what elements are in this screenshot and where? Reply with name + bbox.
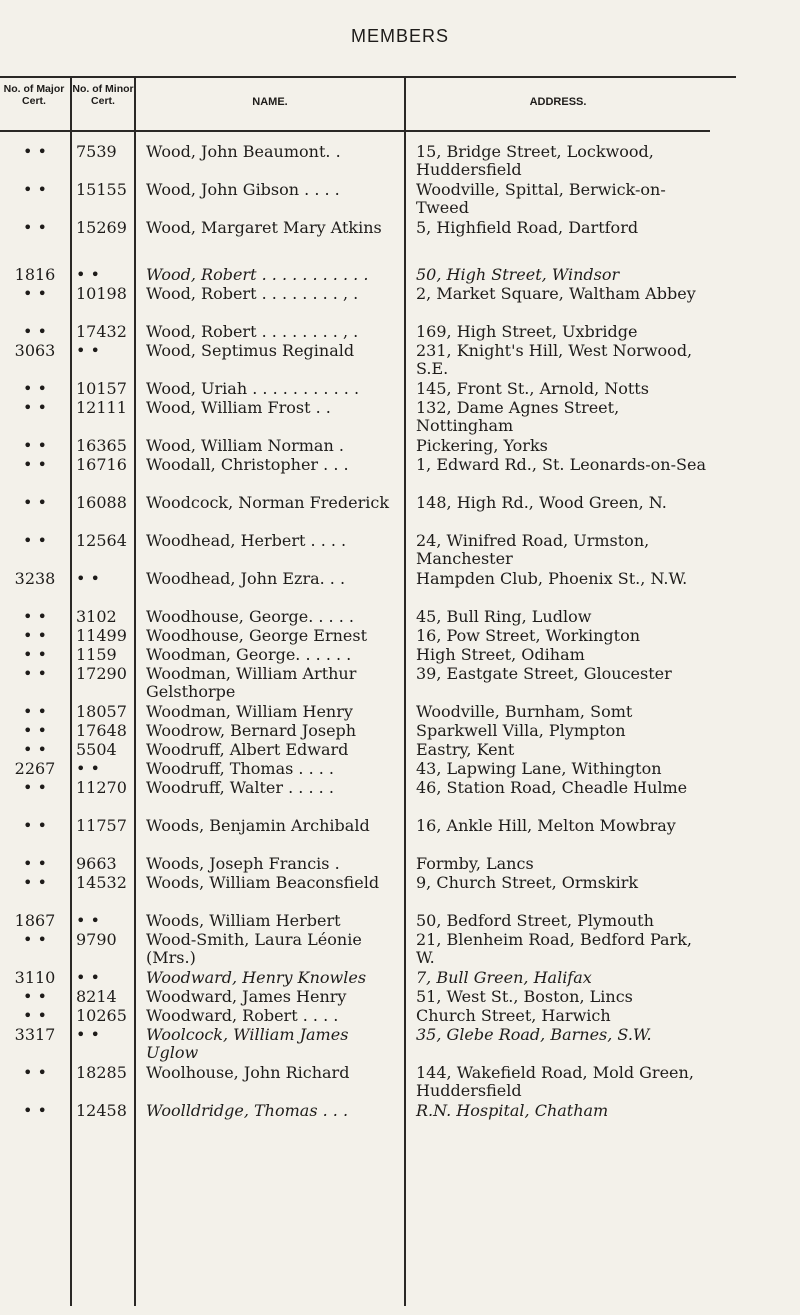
major-cert-cell: • • [23, 180, 47, 199]
member-name-cell: Wood, Robert . . . . . . . . , . [146, 284, 359, 303]
member-name-cell: Woodall, Christopher . . . [146, 455, 349, 474]
member-address-cell: 39, Eastgate Street, Gloucester [416, 664, 672, 683]
member-address-cell: Sparkwell Villa, Plympton [416, 721, 626, 740]
major-cert-cell: • • [23, 778, 47, 797]
major-cert-cell: • • [23, 284, 47, 303]
member-name-cell: Wood, John Beaumont. . [146, 142, 341, 161]
major-cert-cell: • • [23, 1101, 47, 1120]
minor-cert-cell: 18057 [76, 702, 127, 721]
major-cert-cell: • • [23, 607, 47, 626]
member-name-cell: Woolhouse, John Richard [146, 1063, 350, 1082]
major-cert-cell: • • [23, 626, 47, 645]
member-name-cell: Woodhead, Herbert . . . . [146, 531, 347, 550]
minor-cert-cell: 5504 [76, 740, 117, 759]
member-name-cell: Woolcock, William James Uglow [146, 1025, 349, 1062]
minor-cert-cell: • • [76, 968, 100, 987]
member-address-cell: 169, High Street, Uxbridge [416, 322, 638, 341]
member-name-cell: Wood, John Gibson . . . . [146, 180, 340, 199]
member-address-cell: 24, Winifred Road, Urmston, Manchester [416, 531, 650, 568]
member-address-cell: Woodville, Burnham, Somt [416, 702, 633, 721]
minor-cert-cell: 11270 [76, 778, 127, 797]
minor-cert-cell: 11757 [76, 816, 127, 835]
minor-cert-cell: • • [76, 265, 100, 284]
member-address-cell: 51, West St., Boston, Lincs [416, 987, 633, 1006]
minor-cert-cell: 17648 [76, 721, 127, 740]
member-address-cell: 231, Knight's Hill, West Norwood, S.E. [416, 341, 693, 378]
member-address-cell: Eastry, Kent [416, 740, 515, 759]
member-address-cell: 35, Glebe Road, Barnes, S.W. [416, 1025, 652, 1044]
member-address-cell: High Street, Odiham [416, 645, 585, 664]
minor-cert-cell: 12111 [76, 398, 127, 417]
minor-cert-cell: 9790 [76, 930, 117, 949]
member-name-cell: Wood, Robert . . . . . . . . . . . [146, 265, 369, 284]
major-cert-cell: • • [23, 142, 47, 161]
member-name-cell: Woodruff, Albert Edward [146, 740, 349, 759]
member-address-cell: 45, Bull Ring, Ludlow [416, 607, 592, 626]
member-address-cell: 145, Front St., Arnold, Notts [416, 379, 649, 398]
major-cert-cell: 3063 [14, 341, 56, 360]
major-cert-cell: 1816 [14, 265, 56, 284]
minor-cert-cell: 16716 [76, 455, 127, 474]
member-address-cell: 148, High Rd., Wood Green, N. [416, 493, 667, 512]
member-name-cell: Wood, William Frost . . [146, 398, 331, 417]
member-name-cell: Woodman, George. . . . . . [146, 645, 352, 664]
member-name-cell: Woodward, Robert . . . . [146, 1006, 339, 1025]
major-cert-cell: 1867 [14, 911, 56, 930]
major-cert-cell: • • [23, 218, 47, 237]
minor-cert-cell: 15269 [76, 218, 127, 237]
major-cert-cell: • • [23, 987, 47, 1006]
major-cert-cell: 3317 [14, 1025, 56, 1044]
member-address-cell: 1, Edward Rd., St. Leonards-on-Sea [416, 455, 706, 474]
header-name: NAME. [252, 96, 288, 108]
member-address-cell: 16, Pow Street, Workington [416, 626, 641, 645]
major-cert-cell: • • [23, 398, 47, 417]
major-cert-cell: • • [23, 455, 47, 474]
column-divider-minor [134, 76, 136, 1306]
minor-cert-cell: 8214 [76, 987, 117, 1006]
member-address-cell: 16, Ankle Hill, Melton Mowbray [416, 816, 676, 835]
member-name-cell: Woodruff, Thomas . . . . [146, 759, 335, 778]
member-name-cell: Wood, William Norman . [146, 436, 344, 455]
minor-cert-cell: 12458 [76, 1101, 127, 1120]
header-minor-cert: No. of Minor Cert. [72, 83, 134, 107]
member-address-cell: 15, Bridge Street, Lockwood, Huddersfield [416, 142, 654, 179]
member-name-cell: Woods, William Beaconsfield [146, 873, 380, 892]
header-major-cert: No. of Major Cert. [3, 83, 65, 107]
member-address-cell: Church Street, Harwich [416, 1006, 611, 1025]
major-cert-cell: • • [23, 645, 47, 664]
member-address-cell: 144, Wakefield Road, Mold Green, Huddersfield [416, 1063, 694, 1100]
member-name-cell: Woodman, William Henry [146, 702, 353, 721]
minor-cert-cell: 7539 [76, 142, 117, 161]
minor-cert-cell: 10198 [76, 284, 127, 303]
major-cert-cell: • • [23, 436, 47, 455]
member-name-cell: Wood, Uriah . . . . . . . . . . . [146, 379, 360, 398]
minor-cert-cell: 12564 [76, 531, 127, 550]
column-divider-major [70, 76, 72, 1306]
table-header-rule [0, 130, 710, 132]
member-name-cell: Woodrow, Bernard Joseph [146, 721, 357, 740]
member-name-cell: Woodman, William Arthur Gelsthorpe [146, 664, 357, 701]
major-cert-cell: • • [23, 1006, 47, 1025]
major-cert-cell: • • [23, 1063, 47, 1082]
major-cert-cell: • • [23, 816, 47, 835]
member-name-cell: Woodhouse, George Ernest [146, 626, 368, 645]
major-cert-cell: • • [23, 493, 47, 512]
member-address-cell: Formby, Lancs [416, 854, 534, 873]
member-name-cell: Wood, Septimus Reginald [146, 341, 355, 360]
minor-cert-cell: 11499 [76, 626, 127, 645]
member-name-cell: Woodhead, John Ezra. . . [146, 569, 346, 588]
member-address-cell: 50, Bedford Street, Plymouth [416, 911, 654, 930]
minor-cert-cell: • • [76, 569, 100, 588]
column-divider-name [404, 76, 406, 1306]
member-address-cell: 132, Dame Agnes Street, Nottingham [416, 398, 620, 435]
member-address-cell: 5, Highfield Road, Dartford [416, 218, 639, 237]
member-address-cell: 21, Blenheim Road, Bedford Park, W. [416, 930, 692, 967]
minor-cert-cell: • • [76, 1025, 100, 1044]
member-name-cell: Woodcock, Norman Frederick [146, 493, 390, 512]
minor-cert-cell: 17290 [76, 664, 127, 683]
member-name-cell: Woodruff, Walter . . . . . [146, 778, 334, 797]
member-address-cell: Pickering, Yorks [416, 436, 548, 455]
minor-cert-cell: 18285 [76, 1063, 127, 1082]
minor-cert-cell: • • [76, 759, 100, 778]
member-name-cell: Wood, Margaret Mary Atkins [146, 218, 382, 237]
minor-cert-cell: 17432 [76, 322, 127, 341]
major-cert-cell: 2267 [14, 759, 56, 778]
minor-cert-cell: 16365 [76, 436, 127, 455]
minor-cert-cell: 10157 [76, 379, 127, 398]
major-cert-cell: • • [23, 379, 47, 398]
minor-cert-cell: 3102 [76, 607, 117, 626]
major-cert-cell: • • [23, 930, 47, 949]
member-address-cell: 2, Market Square, Waltham Abbey [416, 284, 696, 303]
minor-cert-cell: 15155 [76, 180, 127, 199]
minor-cert-cell: 1159 [76, 645, 117, 664]
member-name-cell: Woolldridge, Thomas . . . [146, 1101, 349, 1120]
minor-cert-cell: 16088 [76, 493, 127, 512]
member-name-cell: Woods, Joseph Francis . [146, 854, 340, 873]
major-cert-cell: • • [23, 531, 47, 550]
member-address-cell: 7, Bull Green, Halifax [416, 968, 592, 987]
member-address-cell: 9, Church Street, Ormskirk [416, 873, 639, 892]
member-address-cell: R.N. Hospital, Chatham [416, 1101, 609, 1120]
major-cert-cell: 3110 [14, 968, 56, 987]
member-address-cell: 50, High Street, Windsor [416, 265, 620, 284]
major-cert-cell: • • [23, 664, 47, 683]
header-address: ADDRESS. [529, 96, 587, 108]
member-name-cell: Woodhouse, George. . . . . [146, 607, 354, 626]
member-name-cell: Wood-Smith, Laura Léonie (Mrs.) [146, 930, 362, 967]
member-name-cell: Woods, Benjamin Archibald [146, 816, 370, 835]
member-name-cell: Woods, William Herbert [146, 911, 341, 930]
page-title: MEMBERS [350, 26, 449, 46]
member-address-cell: Woodville, Spittal, Berwick-on-Tweed [416, 180, 666, 217]
major-cert-cell: • • [23, 740, 47, 759]
member-name-cell: Woodward, James Henry [146, 987, 347, 1006]
major-cert-cell: • • [23, 322, 47, 341]
minor-cert-cell: 14532 [76, 873, 127, 892]
minor-cert-cell: 9663 [76, 854, 117, 873]
major-cert-cell: • • [23, 873, 47, 892]
minor-cert-cell: 10265 [76, 1006, 127, 1025]
major-cert-cell: • • [23, 721, 47, 740]
member-address-cell: Hampden Club, Phoenix St., N.W. [416, 569, 688, 588]
major-cert-cell: 3238 [14, 569, 56, 588]
table-top-rule [0, 76, 736, 78]
minor-cert-cell: • • [76, 341, 100, 360]
member-name-cell: Wood, Robert . . . . . . . . , . [146, 322, 359, 341]
major-cert-cell: • • [23, 854, 47, 873]
minor-cert-cell: • • [76, 911, 100, 930]
member-address-cell: 46, Station Road, Cheadle Hulme [416, 778, 688, 797]
member-name-cell: Woodward, Henry Knowles [146, 968, 367, 987]
major-cert-cell: • • [23, 702, 47, 721]
member-address-cell: 43, Lapwing Lane, Withington [416, 759, 662, 778]
